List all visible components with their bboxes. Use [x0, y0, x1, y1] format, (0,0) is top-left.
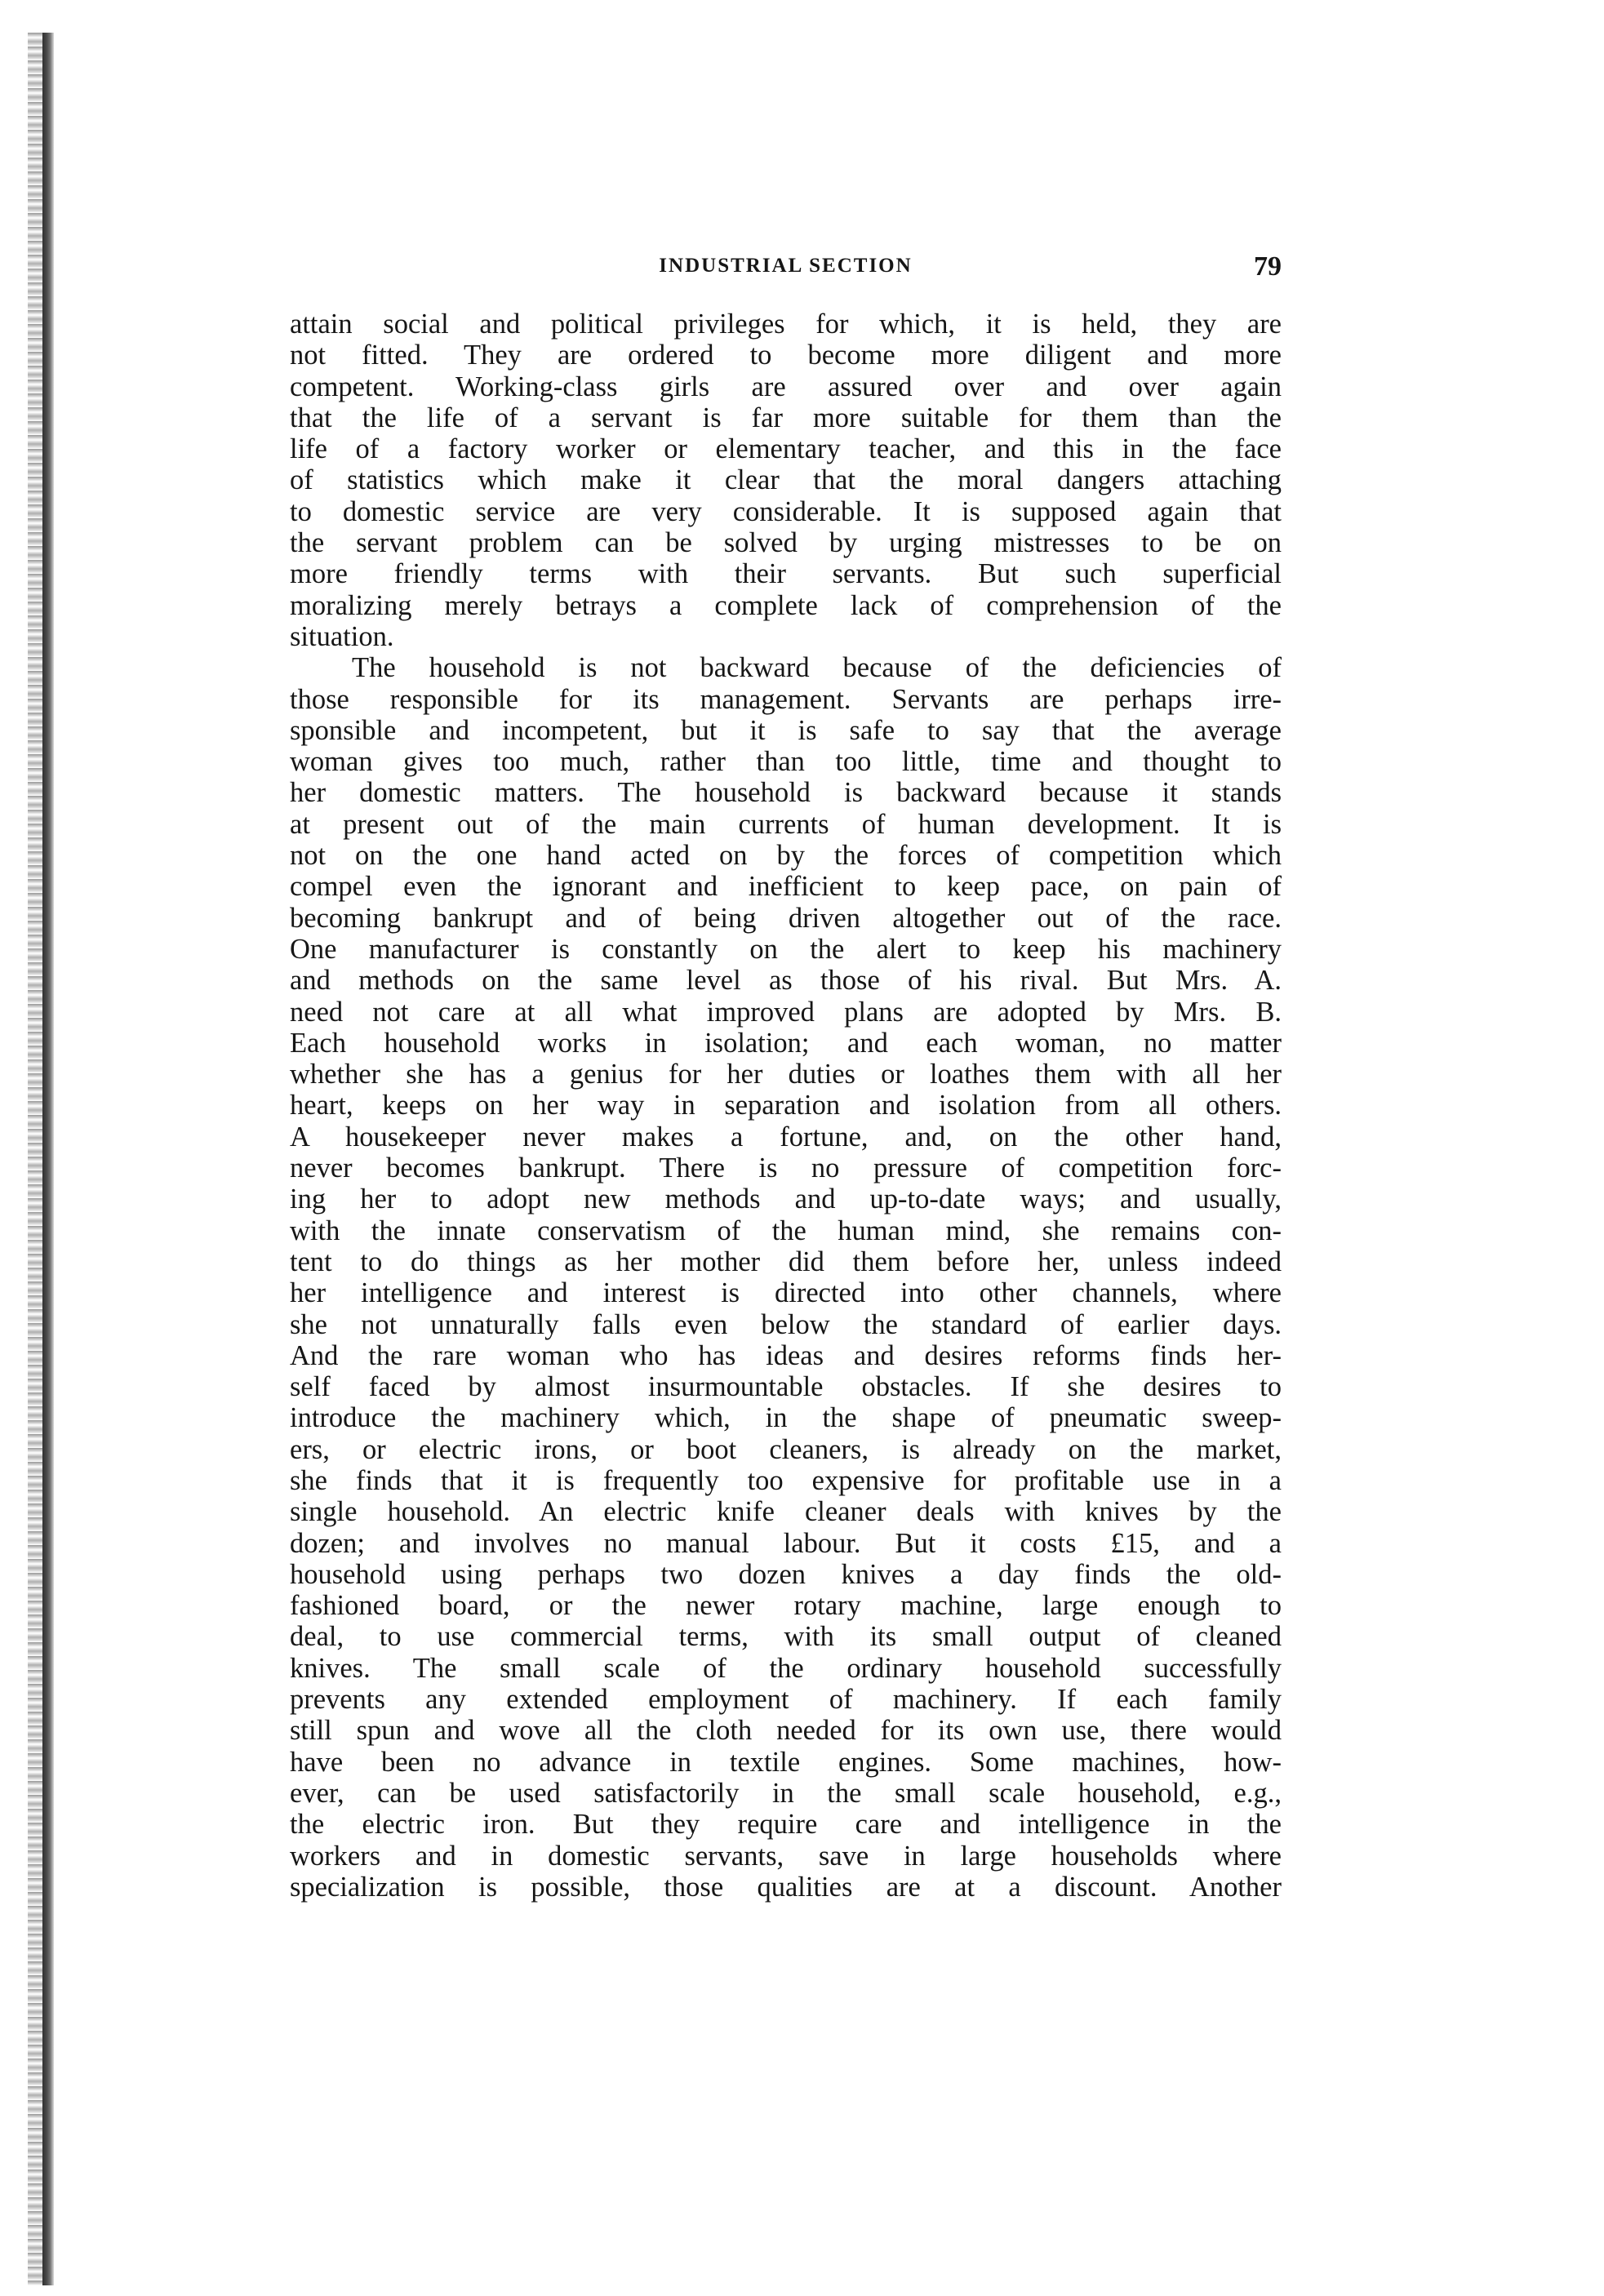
- text-line: heart, keeps on her way in separation and isolation from all others.: [290, 1090, 1282, 1121]
- text-line: attain social and political privileges for which, it is held, they are: [290, 309, 1282, 340]
- text-line: household using perhaps two dozen knives a day finds the old-: [290, 1558, 1282, 1590]
- text-line: moralizing merely betrays a complete lack of comprehension of the: [290, 589, 1282, 621]
- text-line: becoming bankrupt and of being driven altogether out of the race.: [290, 902, 1282, 934]
- text-line: compel even the ignorant and inefficient to keep pace, on pain of: [290, 871, 1282, 903]
- text-line: One manufacturer is constantly on the alert to keep his machinery: [290, 933, 1282, 965]
- text-line: life of a factory worker or elementary teacher, and this in the face: [290, 433, 1282, 465]
- page-binding-edge: [42, 33, 54, 2285]
- text-line: her domestic matters. The household is backward because it stands: [290, 777, 1282, 809]
- text-line: of statistics which make it clear that the moral dangers attaching: [290, 464, 1282, 496]
- text-line: competent. Working-class girls are assured over and over again: [290, 371, 1282, 402]
- text-line: A housekeeper never makes a fortune, and, on the other hand,: [290, 1121, 1282, 1152]
- text-line: And the rare woman who has ideas and desires reforms finds her-: [290, 1339, 1282, 1371]
- text-line: more friendly terms with their servants. But such superficial: [290, 558, 1282, 590]
- body-text: [290, 309, 1282, 1903]
- text-line: ers, or electric irons, or boot cleaners, is already on the market,: [290, 1433, 1282, 1465]
- running-head: [290, 251, 1282, 287]
- text-line: ever, can be used satisfactorily in the small scale household, e.g.,: [290, 1777, 1282, 1809]
- text-line: and methods on the same level as those of his rival. But Mrs. A.: [290, 965, 1282, 997]
- paragraph: [290, 652, 1282, 1903]
- text-line: introduce the machinery which, in the shape of pneumatic sweep-: [290, 1402, 1282, 1434]
- text-line: woman gives too much, rather than too little, time and thought to: [290, 746, 1282, 778]
- text-line: at present out of the main currents of human development. It is: [290, 808, 1282, 840]
- section-title: INDUSTRIAL SECTION: [659, 255, 913, 277]
- text-line: never becomes bankrupt. There is no pressure of competition forc-: [290, 1152, 1282, 1184]
- text-line: sponsible and incompetent, but it is safe to say that the average: [290, 714, 1282, 746]
- text-line: workers and in domestic servants, save in large households where: [290, 1840, 1282, 1872]
- text-line: ing her to adopt new methods and up-to-date ways; and usually,: [290, 1184, 1282, 1215]
- text-line: that the life of a servant is far more suitable for them than the: [290, 402, 1282, 433]
- text-line: she not unnaturally falls even below the standard of earlier days.: [290, 1308, 1282, 1340]
- text-line: with the innate conservatism of the human mind, she remains con-: [290, 1215, 1282, 1246]
- text-line: knives. The small scale of the ordinary household successfully: [290, 1652, 1282, 1684]
- text-line: to domestic service are very considerable. It is supposed again that: [290, 495, 1282, 527]
- text-line: need not care at all what improved plans are adopted by Mrs. B.: [290, 996, 1282, 1028]
- page-number: 79: [1254, 251, 1282, 282]
- text-line: The household is not backward because of the deficiencies of: [352, 652, 1282, 684]
- text-line: still spun and wove all the cloth needed for its own use, there would: [290, 1715, 1282, 1747]
- text-line: specialization is possible, those qualities are at a discount. Another: [290, 1871, 1282, 1903]
- text-line: the electric iron. But they require care and intelligence in the: [290, 1809, 1282, 1841]
- text-line: whether she has a genius for her duties or loathes them with all her: [290, 1059, 1282, 1090]
- text-line: situation.: [290, 620, 394, 652]
- text-line: not on the one hand acted on by the forces of competition which: [290, 840, 1282, 872]
- text-line: Each household works in isolation; and each woman, no matter: [290, 1027, 1282, 1059]
- text-line: not fitted. They are ordered to become more diligent and more: [290, 340, 1282, 371]
- text-line: have been no advance in textile engines. Some machines, how-: [290, 1746, 1282, 1778]
- text-line: fashioned board, or the newer rotary machine, large enough to: [290, 1590, 1282, 1622]
- text-line: she finds that it is frequently too expensive for profitable use in a: [290, 1464, 1282, 1496]
- text-line: prevents any extended employment of machinery. If each family: [290, 1684, 1282, 1716]
- text-line: tent to do things as her mother did them before her, unless indeed: [290, 1246, 1282, 1277]
- paragraph: [290, 309, 1282, 652]
- text-line: the servant problem can be solved by urging mistresses to be on: [290, 527, 1282, 559]
- text-line: her intelligence and interest is directed into other channels, where: [290, 1277, 1282, 1309]
- text-line: single household. An electric knife cleaner deals with knives by the: [290, 1496, 1282, 1528]
- text-line: those responsible for its management. Servants are perhaps irre-: [290, 683, 1282, 715]
- text-line: deal, to use commercial terms, with its small output of cleaned: [290, 1621, 1282, 1653]
- text-line: dozen; and involves no manual labour. But it costs £15, and a: [290, 1527, 1282, 1559]
- text-line: self faced by almost insurmountable obstacles. If she desires to: [290, 1371, 1282, 1403]
